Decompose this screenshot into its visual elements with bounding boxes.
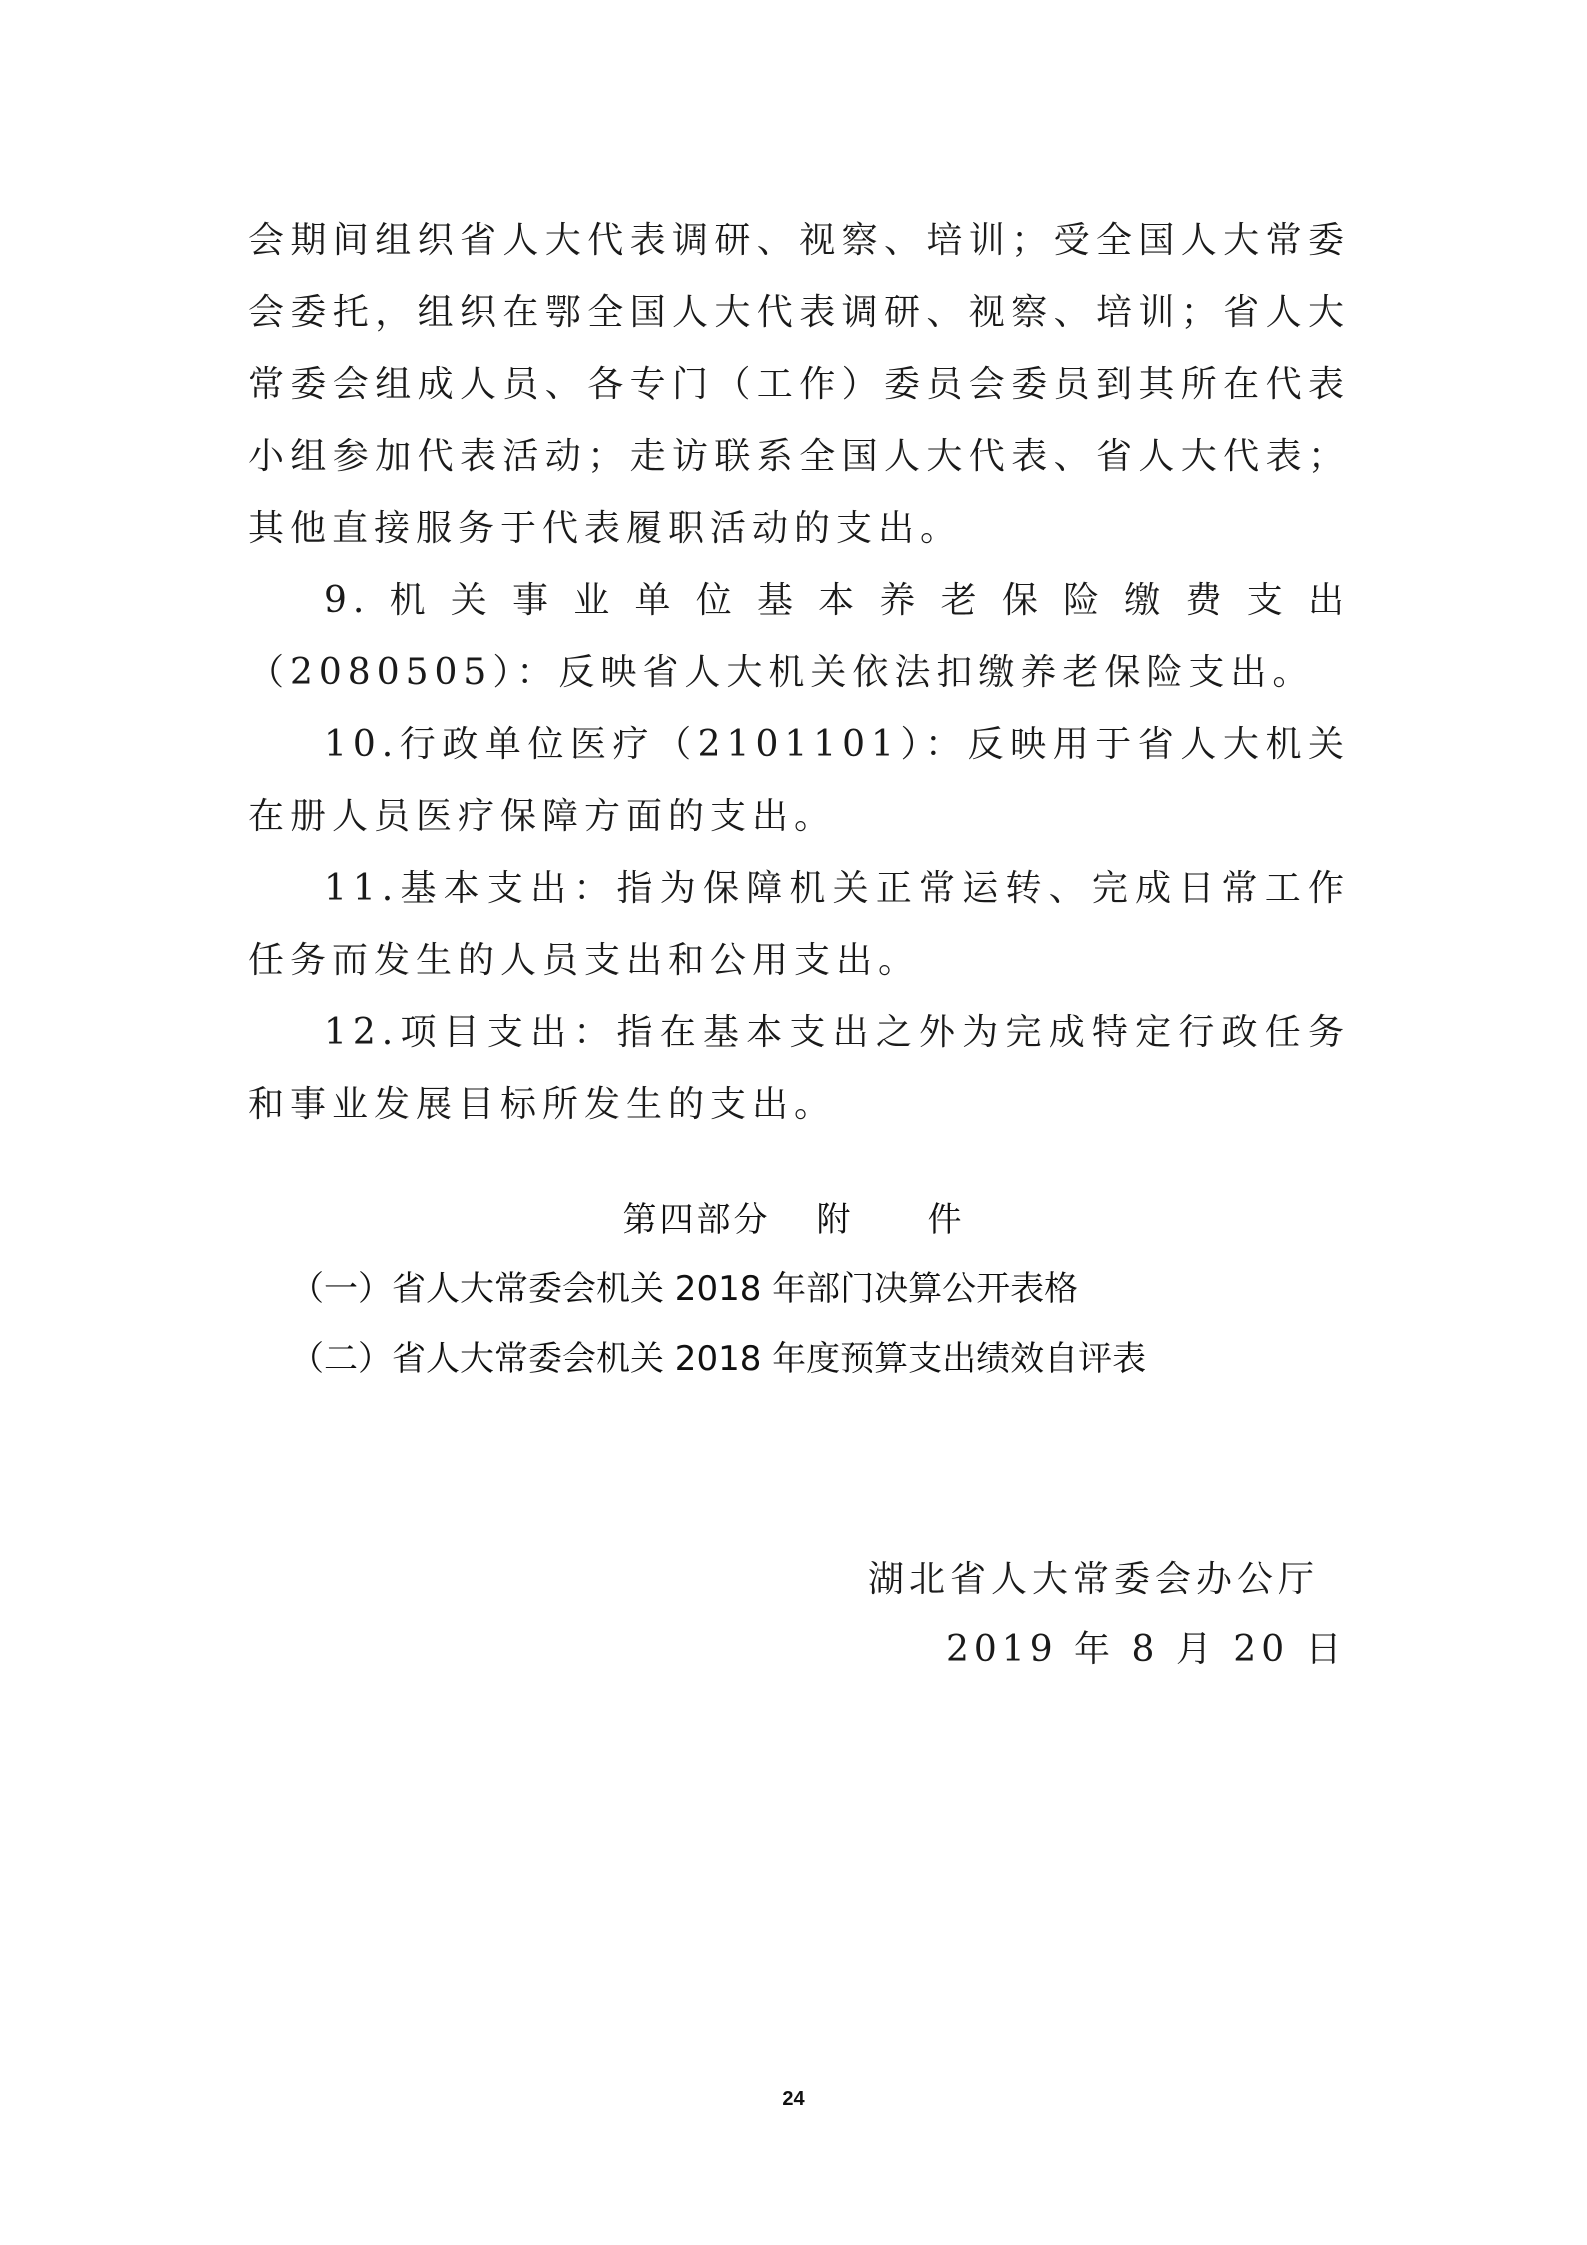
attachment-list [290,1254,1146,1394]
paragraph-item-9: 9.机关事业单位基本养老保险缴费支出（2080505）：反映省人大机关依法扣缴养老保险支出。 [248,580,1350,693]
paragraph-item-11: 11.基本支出：指为保障机关正常运转、完成日常工作任务而发生的人员支出和公用支出。 [248,868,1350,981]
paragraph-item-10: 10.行政单位医疗（2101101）：反映用于省人大机关在册人员医疗保障方面的支出。 [248,724,1350,837]
body-text [248,205,1350,1141]
signature-date: 2019 年 8 月 20 日 [946,1629,1347,1670]
paragraph-item-12: 12.项目支出：指在基本支出之外为完成特定行政任务和事业发展目标所发生的支出。 [248,1012,1350,1125]
page-number: 24 [782,2088,805,2110]
signature-block [868,1545,1347,1685]
signature-organization: 湖北省人大常委会办公厅 [868,1559,1320,1600]
section-title-name: 附 件 [816,1200,965,1240]
section-title-part: 第四部分 [622,1200,771,1240]
attachment-item-1: （一）省人大常委会机关 2018 年部门决算公开表格 [290,1269,1079,1309]
paragraph-continuation: 会期间组织省人大代表调研、视察、培训；受全国人大常委会委托，组织在鄂全国人大代表调研、视察、培训；省人大常委会组成人员、各专门（工作）委员会委员到其所在代表小组参加代表活动；走访联系全国人大代表、省人大代表；其他直接服务于代表履职活动的支出。 [248,220,1350,549]
section-title [0,1190,1587,1250]
attachment-item-2: （二）省人大常委会机关 2018 年度预算支出绩效自评表 [290,1339,1147,1379]
